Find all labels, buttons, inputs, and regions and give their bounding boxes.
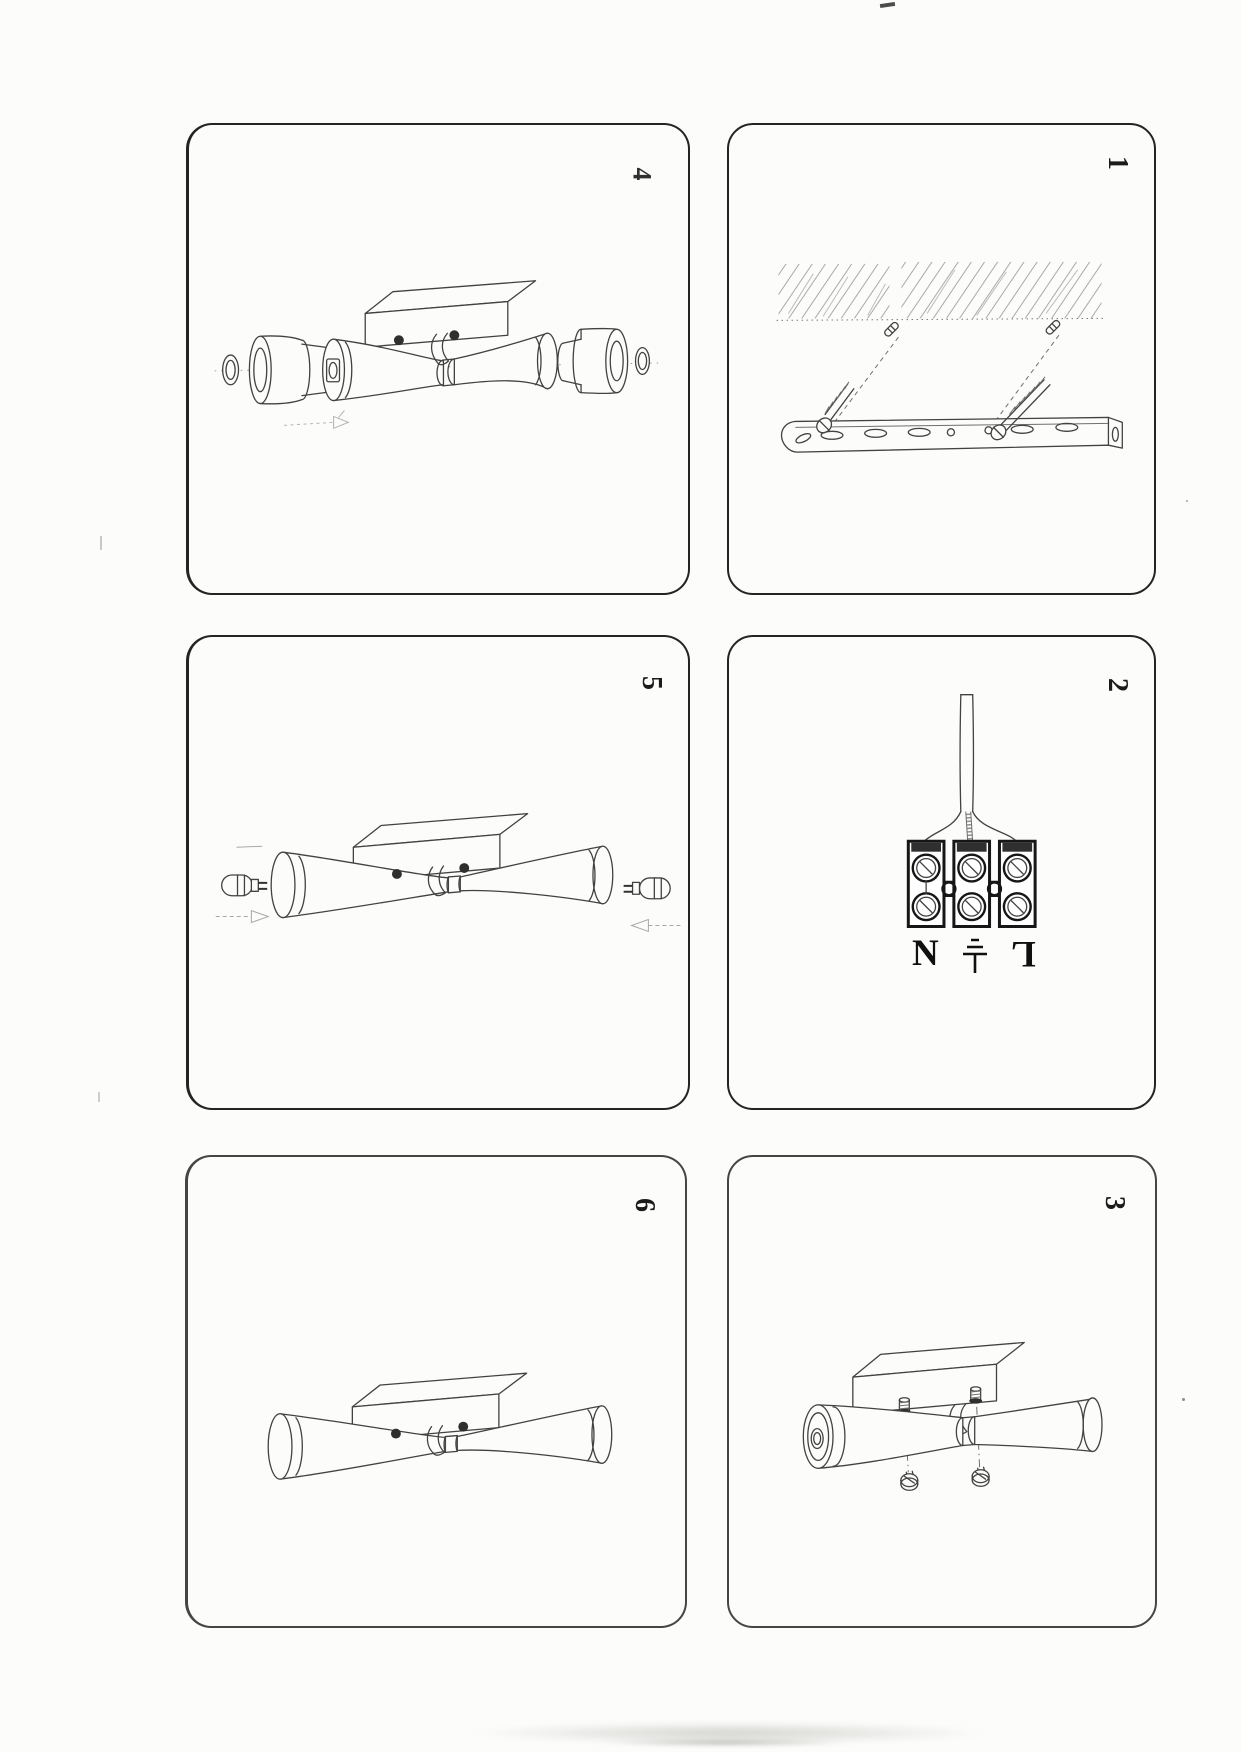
push-arrow-icon — [284, 410, 348, 428]
trim-ring-icon — [636, 348, 650, 375]
wall-plug-icon — [883, 321, 899, 337]
bulb-icon — [222, 875, 268, 896]
shade-holder-icon — [249, 336, 330, 404]
step-number: 1 — [1102, 156, 1133, 170]
insert-bulbs-drawing — [189, 637, 688, 1108]
panel-step-5 — [186, 635, 690, 1110]
step-number: 5 — [636, 676, 667, 690]
neutral-label: N — [912, 933, 939, 974]
live-label: L — [1011, 933, 1036, 974]
screw-hole-icon — [394, 335, 404, 345]
step-number: 4 — [627, 167, 657, 181]
bulb-icon — [624, 878, 671, 899]
mounting-bar-icon — [782, 417, 1123, 452]
panel-step-6 — [185, 1155, 687, 1628]
screw-hole-icon — [459, 863, 469, 873]
screw-icon — [901, 1471, 918, 1490]
scan-mark — [100, 536, 102, 550]
shade-holder-icon — [558, 329, 628, 394]
terminal-block-icon — [908, 841, 1035, 926]
insert-arrow-icon — [216, 911, 268, 923]
step-number: 6 — [629, 1198, 660, 1212]
panel-step-2 — [727, 635, 1156, 1110]
wall-surface-line — [777, 318, 1104, 320]
step-number: 3 — [1099, 1196, 1130, 1210]
scan-smudge — [600, 1739, 850, 1746]
screw-icon — [972, 1467, 989, 1486]
wires-icon — [923, 812, 1017, 843]
supply-cable-icon — [960, 695, 973, 812]
screw-hole-icon — [392, 869, 402, 879]
panel-step-1 — [727, 123, 1156, 595]
scan-dot — [1182, 1398, 1185, 1401]
wall-hatching — [779, 262, 1102, 318]
screw-hole-icon — [449, 330, 459, 340]
trim-ring-icon — [223, 355, 239, 385]
step-number: 2 — [1102, 678, 1133, 692]
stray-mark — [237, 846, 263, 847]
scan-smudge — [128, 10, 194, 64]
screw-hole-icon — [458, 1422, 468, 1432]
scan-mark — [880, 2, 895, 8]
screw-hole-icon — [391, 1429, 401, 1439]
wall-plug-icon — [1045, 319, 1061, 335]
scan-mark — [98, 1092, 100, 1102]
mounting-box-icon — [853, 1342, 1024, 1413]
assembled-fixture-drawing — [188, 1157, 685, 1626]
scan-dot — [1186, 500, 1188, 502]
panel-step-3 — [727, 1155, 1157, 1628]
panel-step-4 — [186, 123, 690, 595]
insert-arrow-icon — [632, 920, 682, 932]
exploded-fixture-drawing — [189, 125, 688, 593]
bracket-mounting-drawing — [729, 125, 1154, 593]
attach-body-drawing — [729, 1157, 1155, 1626]
terminal-wiring-drawing — [729, 637, 1154, 1108]
